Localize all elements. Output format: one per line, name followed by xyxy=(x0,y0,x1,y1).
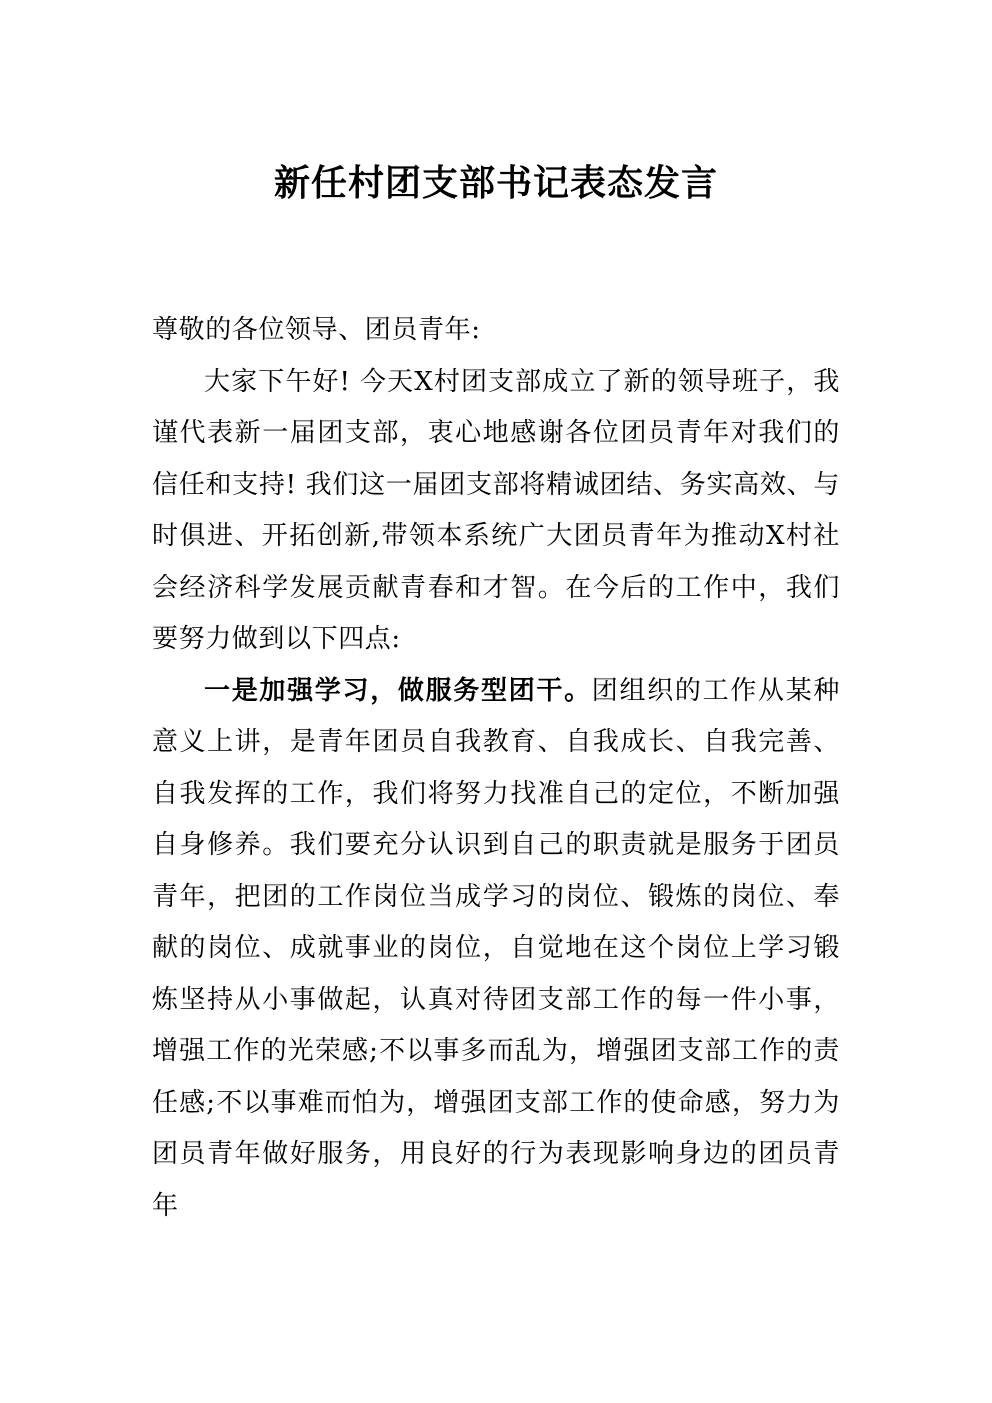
paragraph-greeting xyxy=(152,357,840,666)
document-body xyxy=(152,305,840,1232)
salutation: 尊敬的各位领导、团员青年: xyxy=(152,315,481,345)
paragraph-text: 团组织的工作从某种意义上讲，是青年团员自我教育、自我成长、自我完善、自我发挥的工作，我们将努力找准自己的定位，不断加强自身修养。我们要充分认识到自己的职责就是服务于团员青年，把团的工作岗位当成学习的岗位、锻炼的岗位、奉献的岗位、成就事业的岗位，自觉地在这个岗位上学习锻炼坚持从小事做起，认真对待团支部工作的每一件小事，增强工作的光荣感;不以事多而乱为，增强团支部工作的责任感;不以事难而怕为，增强团支部工作的使命感，努力为团员青年做好服务，用良好的行为表现影响身边的团员青年 xyxy=(152,675,840,1221)
paragraph-text: 大家下午好! 今天X村团支部成立了新的领导班子，我谨代表新一届团支部，衷心地感谢各位团员青年对我们的信任和支持! 我们这一届团支部将精诚团结、务实高效、与时俱进、开拓创新,带领本系统广大团员青年为推动X村社会经济科学发展贡献青春和才智。在今后的工作中，我们要努力做到以下四点: xyxy=(152,366,840,654)
paragraph-point-one xyxy=(152,666,840,1233)
document-title: 新任村团支部书记表态发言 xyxy=(273,162,718,204)
paragraph-lead: 一是加强学习，做服务型团干。 xyxy=(204,675,592,706)
